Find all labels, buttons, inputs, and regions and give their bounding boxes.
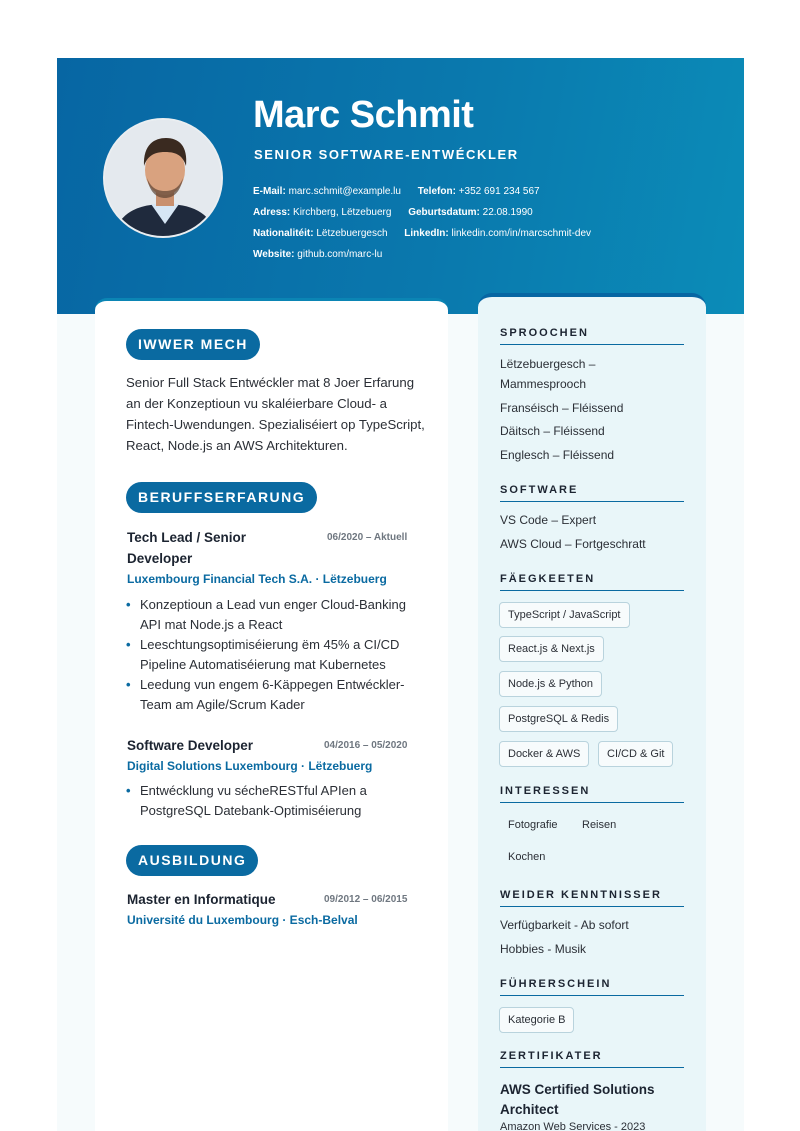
skill-chip: Node.js & Python	[499, 671, 602, 697]
software-list	[500, 510, 690, 557]
other-skills-list	[500, 915, 690, 962]
about-heading: IWWER MECH	[126, 329, 260, 360]
contact-linkedin: LinkedIn: linkedin.com/in/marcschmit-dev	[404, 228, 592, 239]
contact-row	[253, 181, 693, 202]
languages-list	[500, 354, 640, 468]
job-company: Luxembourg Financial Tech S.A. · Lëtzebuerg	[127, 572, 387, 586]
job-bullets	[126, 781, 416, 821]
interests-heading: INTERESSEN	[500, 785, 684, 803]
contact-website: Website: github.com/marc-lu	[253, 249, 383, 260]
skill-chip: React.js & Next.js	[499, 636, 604, 662]
skill-chip: Docker & AWS	[499, 741, 589, 767]
software-heading: SOFTWARE	[500, 484, 684, 502]
contact-row	[253, 202, 693, 223]
job-date: 06/2020 – Aktuell	[327, 532, 408, 543]
experience-heading: BERUFFSERFARUNG	[126, 482, 317, 513]
education-degree: Master en Informatique	[127, 892, 276, 907]
certificate-title: AWS Certified Solutions Architect	[500, 1082, 655, 1117]
job-bullet: • Entwécklung vu sécheRESTful APIen a PostgreSQL Datebank-Optimiséierung	[126, 781, 416, 821]
candidate-name: Marc Schmit	[253, 94, 474, 136]
job-bullets	[126, 595, 416, 715]
skill-chip: TypeScript / JavaScript	[499, 602, 630, 628]
contact-address: Adress: Kirchberg, Lëtzebuerg	[253, 207, 392, 218]
profile-photo	[103, 118, 223, 238]
education-date: 09/2012 – 06/2015	[324, 894, 408, 905]
skill-chip: PostgreSQL & Redis	[499, 706, 618, 732]
language-item: Englesch – Fléissend	[500, 447, 615, 462]
profile-summary: Senior Full Stack Entwéckler mat 8 Joer Erfarung an der Konzeptioun vu skaléierbare Cloud- a Fintech-Uwendungen. Spezialiséiert op TypeScript, React, Node.js an AWS Architekturen.	[126, 375, 425, 453]
other-skills-heading: WEIDER KENNTNISSER	[500, 889, 684, 907]
language-item: Däitsch – Fléissend	[500, 424, 605, 438]
certificate-issuer: Amazon Web Services - 2023	[500, 1121, 646, 1131]
skills-heading: FÄEGKEETEN	[500, 573, 684, 591]
job-company: Digital Solutions Luxembourg · Lëtzebuerg	[127, 759, 373, 773]
interest-chip: Fotografie	[508, 819, 558, 831]
interest-chip: Kochen	[508, 851, 546, 863]
languages-heading: SPROOCHEN	[500, 327, 684, 345]
certificates-heading: ZERTIFIKATER	[500, 1050, 684, 1068]
contact-phone: Telefon: +352 691 234 567	[417, 186, 540, 197]
other-skill-item: Hobbies - Musik	[500, 941, 587, 956]
license-heading: FÜHRERSCHEIN	[500, 978, 684, 996]
software-item: AWS Cloud – Fortgeschratt	[500, 536, 646, 551]
job-bullet: • Leeschtungsoptimiséierung ëm 45% a CI/CD Pipeline Automatiséierung mat Kubernetes	[126, 635, 416, 675]
education-heading: AUSBILDUNG	[126, 845, 258, 876]
contact-row	[253, 223, 693, 244]
job-bullet: • Konzeptioun a Lead vun enger Cloud-Banking API mat Node.js a React	[126, 595, 416, 635]
job-bullet: • Leedung vun engem 6-Käppegen Entwéckler-Team am Agile/Scrum Kader	[126, 675, 416, 715]
other-skill-item: Verfügbarkeit - Ab sofort	[500, 918, 629, 932]
contact-details	[253, 181, 693, 265]
skill-chip: CI/CD & Git	[598, 741, 673, 767]
job-title: Tech Lead / Senior Developer	[127, 530, 247, 566]
language-item: Lëtzebuergesch – Mammesprooch	[500, 357, 596, 391]
license-chip: Kategorie B	[499, 1007, 574, 1033]
education-school: Université du Luxembourg · Esch-Belval	[127, 913, 358, 927]
software-item: VS Code – Expert	[500, 513, 597, 527]
contact-nationality: Nationalitéit: Lëtzebuergesch	[253, 228, 388, 239]
contact-email: E-Mail: marc.schmit@example.lu	[253, 186, 401, 197]
contact-row	[253, 244, 693, 265]
job-title: Software Developer	[127, 738, 254, 753]
contact-birthdate: Geburtsdatum: 22.08.1990	[408, 207, 533, 218]
candidate-role: SENIOR SOFTWARE-ENTWÉCKLER	[254, 147, 519, 162]
language-item: Franséisch – Fléissend	[500, 400, 624, 415]
interest-chip: Reisen	[582, 819, 617, 831]
job-date: 04/2016 – 05/2020	[324, 740, 408, 751]
